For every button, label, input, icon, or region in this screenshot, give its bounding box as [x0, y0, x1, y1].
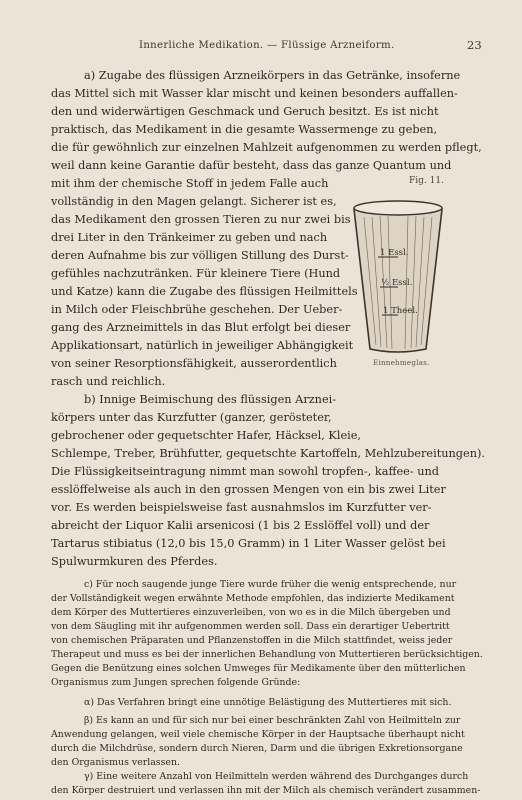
small-line: dem Körper des Muttertieres einzuverleiben, von wo es in die Milch übergeben und	[51, 607, 451, 618]
figure-caption: Fig. 11.	[409, 176, 444, 186]
body-line: weil dann keine Garantie dafür besteht, dass das ganze Quantum und	[51, 159, 452, 172]
body-line: Spulwurmkuren des Pferdes.	[51, 555, 218, 568]
body-line: in Milch oder Fleischbrühe geschehen. Der Ueber-	[51, 303, 343, 316]
body-line: das Medikament den grossen Tieren zu nur zwei bis	[51, 213, 351, 226]
small-line: c) Für noch saugende junge Tiere wurde früher die wenig entsprechende, nur	[84, 579, 457, 590]
small-line: von dem Säugling mit ihr aufgenommen werden soll. Dass ein derartiger Uebertritt	[51, 621, 450, 632]
small-line: Therapeut und muss es bei der innerlichen Behandlung von Muttertieren berücksichtigen.	[51, 649, 483, 660]
body-line: das Mittel sich mit Wasser klar mischt und keinen besonders auffallen-	[51, 87, 458, 100]
body-line: gebrochener oder gequetschter Hafer, Häcksel, Kleie,	[51, 429, 362, 442]
body-line: deren Aufnahme bis zur völligen Stillung des Durst-	[51, 249, 349, 262]
body-line: und Katze) kann die Zugabe des flüssigen Heilmittels	[51, 285, 358, 298]
small-line: den Körper destruiert und verlassen ihn mit der Milch als chemisch verändert zusammen-	[51, 785, 481, 796]
measuring-glass-illustration	[350, 195, 446, 355]
small-line: der Vollständigkeit wegen erwähnte Methode empfohlen, das indizierte Medikament	[51, 593, 455, 604]
body-line: vollständig in den Magen gelangt. Sicherer ist es,	[51, 195, 337, 208]
page-number: 23	[467, 38, 482, 52]
running-header: Innerliche Medikation. — Flüssige Arzneiform.	[139, 40, 395, 51]
small-line: β) Es kann an und für sich nur bei einer beschränkten Zahl von Heilmitteln zur	[84, 715, 461, 726]
body-line: praktisch, das Medikament in die gesamte Wassermenge zu geben,	[51, 123, 438, 136]
glass-mark-label: 1 Theel.	[383, 306, 418, 316]
body-line: die für gewöhnlich zur einzelnen Mahlzeit aufgenommen zu werden pflegt,	[51, 141, 482, 154]
body-line: abreicht der Liquor Kalii arsenicosi (1 bis 2 Esslöffel voll) und der	[51, 519, 430, 532]
body-line: b) Innige Beimischung des flüssigen Arznei-	[84, 393, 337, 406]
small-line: Organismus zum Jungen sprechen folgende Gründe:	[51, 677, 301, 688]
body-line: von seiner Resorptionsfähigkeit, ausserordentlich	[51, 357, 337, 370]
small-line: von chemischen Präparaten und Pflanzenstoffen in die Milch stattfindet, weiss jeder	[51, 635, 453, 646]
glass-mark-label: 1 Essl.	[380, 248, 409, 258]
body-line: vor. Es werden beispielsweise fast ausnahmslos im Kurzfutter ver-	[51, 501, 432, 514]
body-line: a) Zugabe des flüssigen Arzneikörpers in das Getränke, insoferne	[84, 69, 461, 82]
body-line: mit ihm der chemische Stoff in jedem Falle auch	[51, 177, 329, 190]
body-line: esslöffelweise als auch in den grossen Mengen von ein bis zwei Liter	[51, 483, 446, 496]
small-line: Anwendung gelangen, weil viele chemische Körper in der Hauptsache überhaupt nicht	[51, 729, 465, 740]
small-line: α) Das Verfahren bringt eine unnötige Belästigung des Muttertieres mit sich.	[84, 697, 452, 708]
body-line: gang des Arzneimittels in das Blut erfolgt bei dieser	[51, 321, 351, 334]
figure-subcaption: Einnehmeglas.	[373, 358, 430, 367]
body-line: rasch und reichlich.	[51, 375, 166, 388]
body-line: körpers unter das Kurzfutter (ganzer, gerösteter,	[51, 411, 332, 424]
body-line: drei Liter in den Tränkeimer zu geben und nach	[51, 231, 328, 244]
body-line: gefühles nachzutränken. Für kleinere Tiere (Hund	[51, 267, 341, 280]
body-line: Tartarus stibiatus (12,0 bis 15,0 Gramm) in 1 Liter Wasser gelöst bei	[51, 537, 446, 550]
body-line: Applikationsart, natürlich in jeweiliger Abhängigkeit	[51, 339, 354, 352]
body-line: Schlempe, Treber, Brühfutter, gequetschte Kartoffeln, Mehlzubereitungen).	[51, 447, 485, 460]
body-line: den und widerwärtigen Geschmack und Geruch besitzt. Es ist nicht	[51, 105, 439, 118]
small-line: den Organismus verlassen.	[51, 757, 180, 768]
glass-mark-label: ½ Essl.	[381, 278, 413, 288]
small-line: Gegen die Benützung eines solchen Umweges für Medikamente über den mütterlichen	[51, 663, 466, 674]
body-line: Die Flüssigkeitseintragung nimmt man sowohl tropfen-, kaffee- und	[51, 465, 440, 478]
small-line: durch die Milchdrüse, sondern durch Nieren, Darm und die übrigen Exkretionsorgane	[51, 743, 463, 754]
small-line: γ) Eine weitere Anzahl von Heilmitteln werden während des Durchganges durch	[84, 771, 469, 782]
